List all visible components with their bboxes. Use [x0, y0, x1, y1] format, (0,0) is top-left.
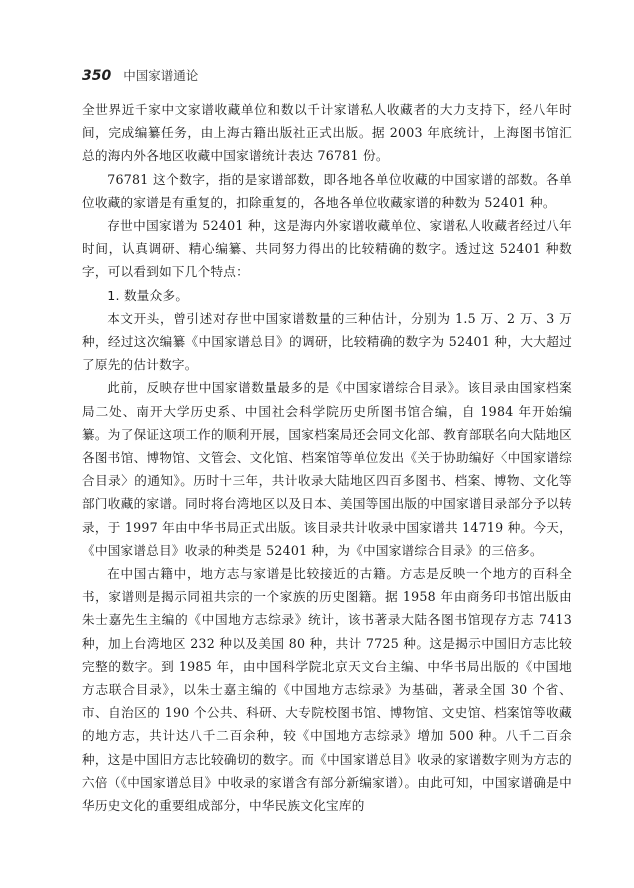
page-number: 350	[82, 68, 112, 84]
paragraph: 本文开头，曾引述对存世中国家谱数量的三种估计，分别为 1.5 万、2 万、3 万种，经过这次编纂《中国家谱总目》的调研，比较精确的数字为 52401 种，大大超过了原先的估计数字。	[82, 310, 572, 373]
paragraph: 此前，反映存世中国家谱数量最多的是《中国家谱综合目录》。该目录由国家档案局二处、南开大学历史系、中国社会科学院历史所图书馆合编，自 1984 年开始编纂。为了保证这项工作的顺利开展，国家档案局还会同文化部、教育部联名向大陆地区各图书馆、博物馆、文管会、文化馆、档案馆等单位发出《关于协助编好〈中国家谱综合目录〉的通知》。历时十三年，共计收录大陆地区四百多图书、档案、博物、文化等部门收藏的家谱。同时将台湾地区以及日本、美国等国出版的中国家谱目录部分予以转录，于 1997 年由中华书局正式出版。该目录共计收录中国家谱共 14719 种。今天，《中国家谱总目》收录的种类是 52401 种，为《中国家谱综合目录》的三倍多。	[82, 380, 572, 558]
paragraph: 在中国古籍中，地方志与家谱是比较接近的古籍。方志是反映一个地方的百科全书，家谱则是揭示同祖共宗的一个家族的历史图籍。据 1958 年由商务印书馆出版由朱士嘉先生主编的《中国地方志综录》统计，该书著录大陆各图书馆现存方志 7413 种，加上台湾地区 232 种以及美国 80 种，共计 7725 种。这是揭示中国旧方志比较完整的数字。到 1985 年，由中国科学院北京天文台主编、中华书局出版的《中国地方志联合目录》，以朱士嘉主编的《中国地方志综录》为基础，著录全国 30 个省、市、自治区的 190 个公共、科研、大专院校图书馆、博物馆、文史馆、档案馆等收藏的地方志，共计达八千二百余种，较《中国地方志综录》增加 500 种。八千二百余种，这是中国旧方志比较确切的数字。而《中国家谱总目》收录的家谱数字则为方志的六倍（《中国家谱总目》中收录的家谱含有部分新编家谱）。由此可知，中国家谱确是中华历史文化的重要组成部分，中华民族文化宝库的	[82, 566, 572, 814]
list-heading-item: 1. 数量众多。	[107, 287, 189, 303]
body-text	[82, 98, 572, 817]
running-header	[82, 66, 572, 92]
book-page	[82, 66, 572, 866]
book-title: 中国家谱通论	[123, 68, 199, 83]
paragraph: 76781 这个数字，指的是家谱部数，即各地各单位收藏的中国家谱的部数。各单位收藏的家谱是有重复的，扣除重复的，各地各单位收藏家谱的种数为 52401 种。	[82, 171, 572, 210]
paragraph-continuation: 全世界近千家中文家谱收藏单位和数以千计家谱私人收藏者的大力支持下，经八年时间，完成编纂任务，由上海古籍出版社正式出版。据 2003 年底统计，上海图书馆汇总的海内外各地区收藏中国家谱统计表达 76781 份。	[82, 102, 572, 164]
paragraph: 存世中国家谱为 52401 种，这是海内外家谱收藏单位、家谱私人收藏者经过八年时间，认真调研、精心编纂、共同努力得出的比较精确的数字。透过这 52401 种数字，可以看到如下几个特点：	[82, 218, 572, 280]
